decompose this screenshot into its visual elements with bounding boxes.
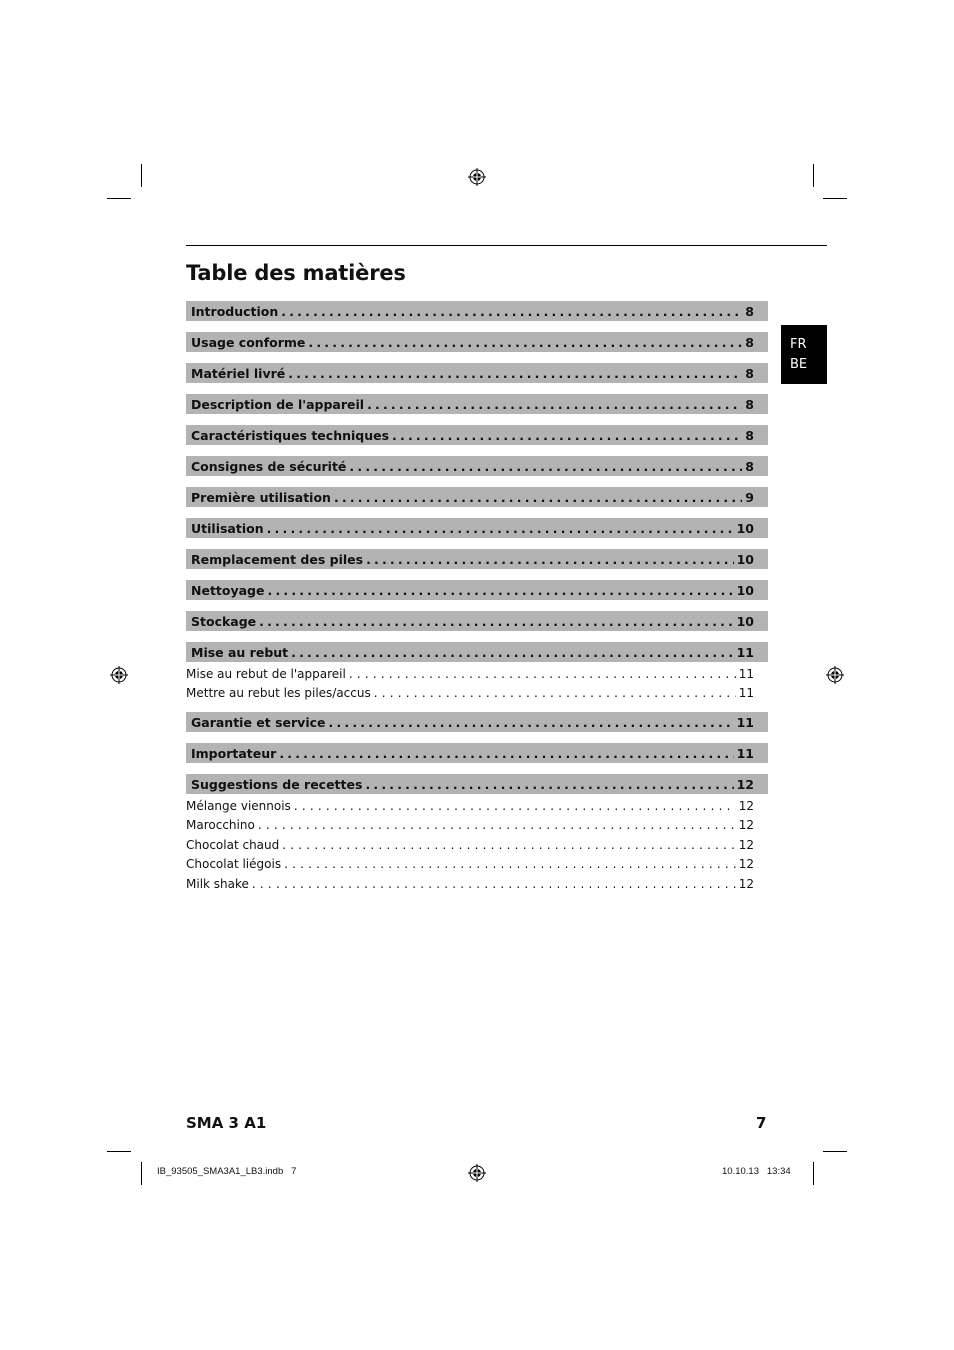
toc-entry-label: Stockage <box>191 613 257 629</box>
toc-entry-page: 11 <box>736 745 754 761</box>
toc-entry-page: 9 <box>745 489 754 505</box>
toc-leader-dots <box>284 857 736 871</box>
registration-mark-icon <box>468 1164 486 1182</box>
toc-leader-dots <box>259 614 733 629</box>
toc-leader-dots <box>329 715 734 730</box>
toc-leader-dots <box>288 366 742 381</box>
toc-entry <box>186 332 768 352</box>
toc-entry-page: 10 <box>736 582 754 598</box>
toc-subentry-label: Milk shake <box>186 876 249 891</box>
toc-entry-page: 8 <box>745 303 754 319</box>
toc-leader-dots <box>291 645 733 660</box>
toc-leader-dots <box>252 877 736 891</box>
crop-mark <box>107 1151 131 1152</box>
toc-subentry <box>186 796 768 816</box>
toc-entry-label: Description de l'appareil <box>191 396 365 412</box>
crop-mark <box>823 1151 847 1152</box>
toc-entry <box>186 518 768 538</box>
toc-entry <box>186 549 768 569</box>
toc-leader-dots <box>267 521 734 536</box>
toc-entry <box>186 394 768 414</box>
toc-subentry-label: Mise au rebut de l'appareil <box>186 666 346 681</box>
toc-entry-label: Utilisation <box>191 520 264 536</box>
toc-entry <box>186 611 768 631</box>
toc-entry-page: 8 <box>745 365 754 381</box>
toc-leader-dots <box>392 428 742 443</box>
toc-subentry <box>186 855 768 875</box>
language-tab <box>781 325 827 384</box>
toc-subentry-page: 11 <box>738 686 754 701</box>
toc-entry-page: 8 <box>745 427 754 443</box>
toc-subentry-page: 12 <box>738 798 754 813</box>
toc-subentry-label: Chocolat chaud <box>186 837 280 852</box>
footer-page-number: 7 <box>756 1114 767 1132</box>
toc-subentries <box>186 796 768 894</box>
toc-entry-page: 12 <box>736 776 754 792</box>
toc-entry-label: Usage conforme <box>191 334 306 350</box>
toc-leader-dots <box>308 335 742 350</box>
header-rule <box>186 245 827 246</box>
toc-entry <box>186 712 768 732</box>
crop-mark <box>107 198 131 199</box>
language-tab-be: BE <box>790 357 808 372</box>
toc-leader-dots <box>365 777 733 792</box>
toc-entry <box>186 425 768 445</box>
toc-subentry-page: 12 <box>738 876 754 891</box>
toc-subentry-page: 12 <box>738 818 754 833</box>
toc-leader-dots <box>334 490 742 505</box>
toc-entry-page: 11 <box>736 644 754 660</box>
toc-leader-dots <box>279 746 733 761</box>
toc-entry-label: Garantie et service <box>191 714 326 730</box>
toc-subentry <box>186 835 768 855</box>
toc-entry-label: Suggestions de recettes <box>191 776 363 792</box>
toc-subentry-page: 12 <box>738 857 754 872</box>
page-title: Table des matières <box>186 261 406 285</box>
footer-model: SMA 3 A1 <box>186 1114 267 1132</box>
toc-subentry-page: 11 <box>738 666 754 681</box>
crop-mark <box>823 198 847 199</box>
language-tab-fr: FR <box>790 337 807 352</box>
toc-entry <box>186 743 768 763</box>
toc-entry-page: 8 <box>745 334 754 350</box>
toc-entry-page: 10 <box>736 520 754 536</box>
toc-subentry-label: Chocolat liégois <box>186 857 282 872</box>
registration-mark-icon <box>110 666 128 684</box>
crop-mark <box>813 1162 814 1185</box>
toc-leader-dots <box>349 667 736 681</box>
toc-entry-label: Caractéristiques techniques <box>191 427 390 443</box>
crop-mark <box>813 164 814 187</box>
toc-subentry <box>186 816 768 836</box>
slug-datetime: 10.10.13 13:34 <box>722 1166 791 1177</box>
toc-entry-label: Matériel livré <box>191 365 286 381</box>
toc-entry <box>186 642 768 662</box>
toc-subentry <box>186 664 768 684</box>
table-of-contents <box>186 301 768 903</box>
toc-entry-page: 10 <box>736 551 754 567</box>
toc-leader-dots <box>258 818 736 832</box>
toc-entry-label: Mise au rebut <box>191 644 289 660</box>
crop-mark <box>141 1162 142 1185</box>
toc-subentry-page: 12 <box>738 837 754 852</box>
toc-leader-dots <box>374 686 736 700</box>
toc-leader-dots <box>366 552 734 567</box>
toc-entry <box>186 363 768 383</box>
toc-entry <box>186 580 768 600</box>
toc-leader-dots <box>294 799 736 813</box>
toc-subentry <box>186 874 768 894</box>
toc-leader-dots <box>349 459 742 474</box>
toc-entry-page: 10 <box>736 613 754 629</box>
toc-subentry-label: Marocchino <box>186 818 255 833</box>
toc-entry-page: 8 <box>745 458 754 474</box>
slug-filename: IB_93505_SMA3A1_LB3.indb 7 <box>157 1166 297 1177</box>
toc-leader-dots <box>282 838 735 852</box>
toc-leader-dots <box>268 583 734 598</box>
toc-subentry-label: Mélange viennois <box>186 798 291 813</box>
crop-mark <box>141 164 142 187</box>
toc-leader-dots <box>367 397 742 412</box>
toc-leader-dots <box>281 304 742 319</box>
registration-mark-icon <box>826 666 844 684</box>
toc-entry-page: 8 <box>745 396 754 412</box>
registration-mark-icon <box>468 168 486 186</box>
toc-entry <box>186 456 768 476</box>
toc-entry <box>186 774 768 794</box>
toc-entry-label: Importateur <box>191 745 277 761</box>
toc-entry-label: Première utilisation <box>191 489 331 505</box>
toc-entry <box>186 487 768 507</box>
toc-entry-label: Remplacement des piles <box>191 551 364 567</box>
toc-subentries <box>186 664 768 703</box>
toc-entry-label: Consignes de sécurité <box>191 458 347 474</box>
toc-entry-label: Nettoyage <box>191 582 265 598</box>
toc-subentry <box>186 684 768 704</box>
toc-subentry-label: Mettre au rebut les piles/accus <box>186 686 371 701</box>
toc-entry <box>186 301 768 321</box>
toc-entry-page: 11 <box>736 714 754 730</box>
toc-entry-label: Introduction <box>191 303 279 319</box>
